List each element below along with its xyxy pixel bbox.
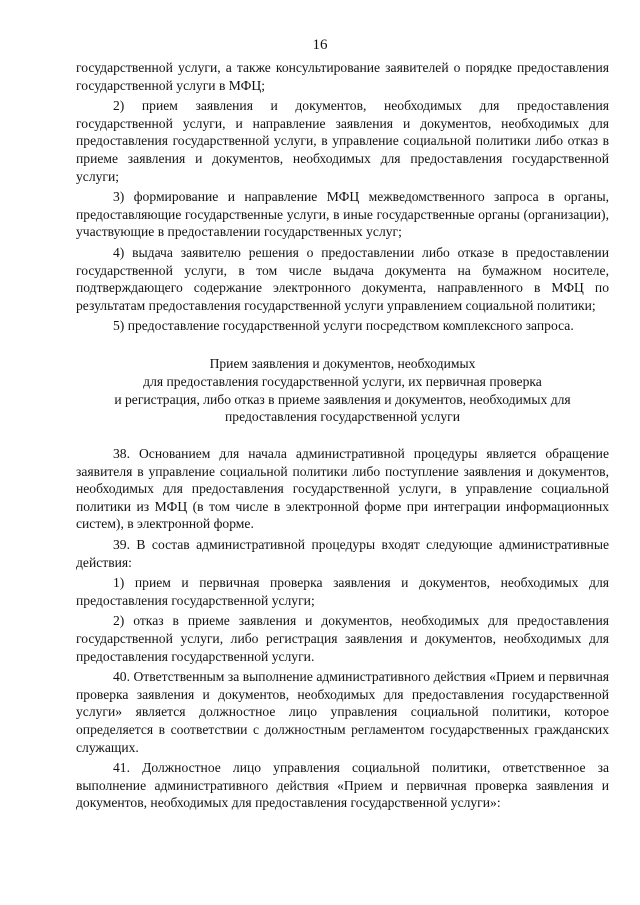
paragraph-39-item-1: 1) прием и первичная проверка заявления и документов, необходимых для предоставления государственной услуги; xyxy=(76,575,609,608)
paragraph-item-4: 4) выдача заявителю решения о предоставлении либо отказе в предоставлении государственной услуги, в том числе выдача документа на бумажном носителе, подтверждающего содержание электронного документа, направленного в МФЦ по результатам предоставления государственной услуги управлением социальной политики; xyxy=(76,244,609,313)
paragraph-item-2: 2) прием заявления и документов, необходимых для предоставления государственной услуги, и направление заявления и документов, необходимых для предоставления государственной услуги, в управление социальной политики либо отказ в приеме заявления и документов, необходимых для предоставления государственной услуги; xyxy=(76,98,609,184)
document-body xyxy=(76,59,609,812)
section-heading-line-1: Прием заявления и документов, необходимых xyxy=(209,355,476,371)
page-number: 16 xyxy=(312,37,328,53)
paragraph-item-3: 3) формирование и направление МФЦ межведомственного запроса в органы, предоставляющие государственные услуги, в иные государственные органы (организации), участвующие в предоставлении государственных услуг; xyxy=(76,189,609,240)
paragraph-39: 39. В состав административной процедуры входят следующие административные действия: xyxy=(76,537,609,570)
paragraph-38: 38. Основанием для начала административной процедуры является обращение заявителя в управление социальной политики либо поступление заявления и документов, необходимых для предоставления государственной услуги, в управление социальной политики из МФЦ (в том числе в электронной форме при интеграции информационных систем), в электронной форме. xyxy=(76,446,609,532)
section-heading-line-4: предоставления государственной услуги xyxy=(225,409,460,425)
paragraph-39-item-2: 2) отказ в приеме заявления и документов, необходимых для предоставления государственной услуги, либо регистрация заявления и документов, необходимых для предоставления государственной услуги. xyxy=(76,613,609,664)
paragraph-intro-continuation: государственной услуги, а также консультирование заявителей о порядке предоставления государственной услуги в МФЦ; xyxy=(76,60,609,93)
paragraph-41: 41. Должностное лицо управления социальной политики, ответственное за выполнение административного действия «Прием и первичная проверка заявления и документов, необходимых для предоставления государственной услуги»: xyxy=(76,760,609,811)
paragraph-item-5: 5) предоставление государственной услуги посредством комплексного запроса. xyxy=(113,318,574,334)
paragraph-40: 40. Ответственным за выполнение административного действия «Прием и первичная проверка заявления и документов, необходимых для предоставления государственной услуги» является должностное лицо управления социальной политики, которое определяется в соответствии с должностным регламентом государственных гражданских служащих. xyxy=(76,669,609,755)
section-heading-line-2: для предоставления государственной услуги, их первичная проверка xyxy=(143,373,542,389)
section-heading-line-3: и регистрация, либо отказ в приеме заявления и документов, необходимых для xyxy=(114,391,571,407)
section-heading xyxy=(76,355,609,426)
